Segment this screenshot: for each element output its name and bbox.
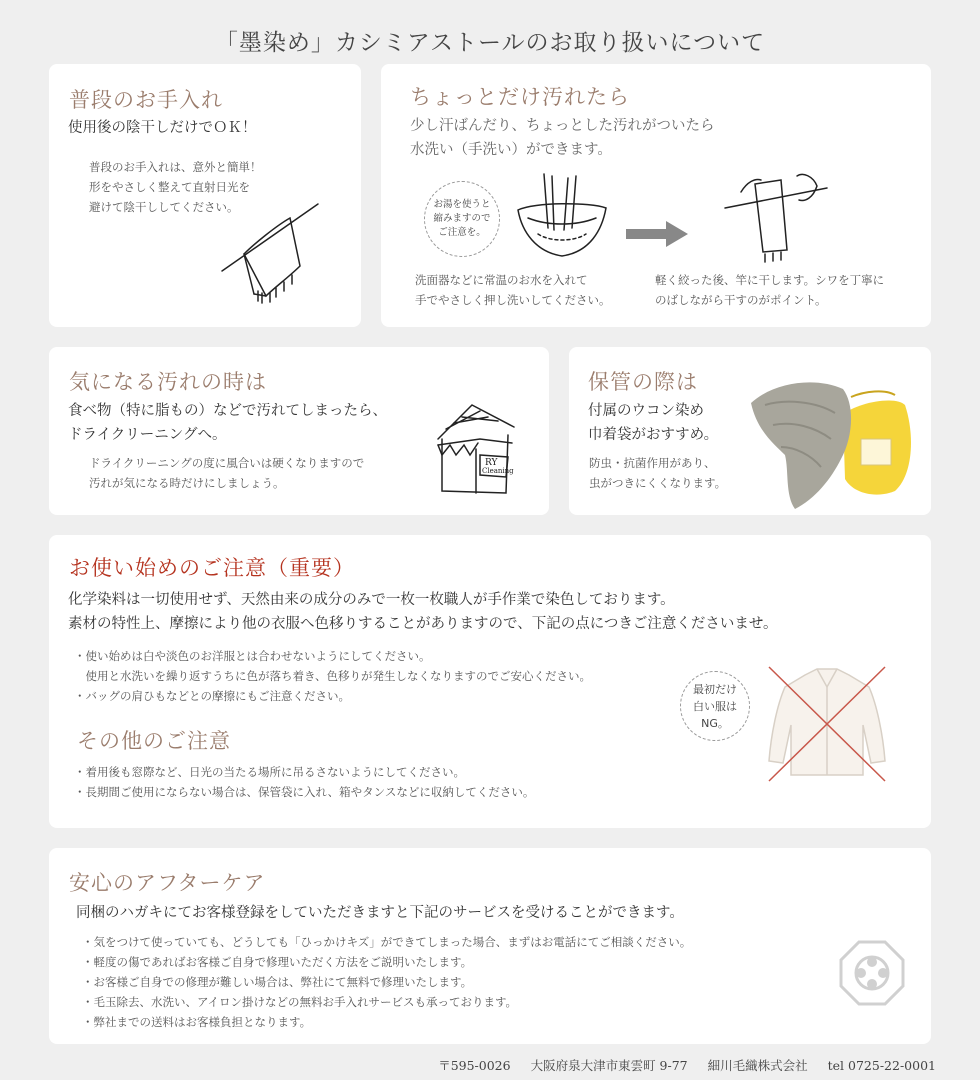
stole-and-pouch-icon <box>745 375 921 511</box>
storage-body: 防虫・抗菌作用があり、 虫がつきにくくなります。 <box>589 456 727 490</box>
heavy-stain-heading: 気になる汚れの時は <box>69 370 267 394</box>
daily-care-card <box>49 64 361 327</box>
daily-care-heading: 普段のお手入れ <box>69 88 223 112</box>
list-item: ・弊社までの送料はお客様負担となります。 <box>82 1015 312 1029</box>
address: 大阪府泉大津市東雲町 9-77 <box>530 1058 688 1073</box>
list-item: ・気をつけて使っていても、どうしても「ひっかけキズ」ができてしまった場合、まずはお電話にてご相談ください。 <box>82 935 692 949</box>
list-item: 使用と水洗いを繰り返すうちに色が落ち着き、色移りが発生しなくなりますのでご安心ください。 <box>74 669 592 683</box>
arrow-right-icon <box>626 220 688 248</box>
aftercare-heading: 安心のアフターケア <box>69 871 266 895</box>
phone-number: tel 0725-22-0001 <box>827 1058 936 1073</box>
daily-care-subheading: 使用後の陰干しだけでＯＫ！ <box>68 120 257 136</box>
shop-sign: RY <box>485 458 498 468</box>
aftercare-card <box>49 848 931 1044</box>
footer-address <box>422 1056 936 1074</box>
other-heading: その他のご注意 <box>77 729 231 753</box>
step1-text: 洗面器などに常温のお水を入れて 手でやさしく押し洗いしてください。 <box>415 273 611 307</box>
shop-sign-sub: Cleaning <box>482 467 514 475</box>
aftercare-bullets <box>82 932 691 1032</box>
first-use-card <box>49 535 931 828</box>
first-use-bullets <box>74 646 591 706</box>
hanging-towel-icon <box>721 162 831 264</box>
towel-on-rod-icon <box>214 196 324 306</box>
list-item: ・使い始めは白や淡色のお洋服とは合わせないようにしてください。 <box>74 649 431 663</box>
daily-care-body: 普段のお手入れは、意外と簡単！ 形をやさしく整えて直射日光を 避けて陰干ししてください。 <box>89 160 262 214</box>
heavy-stain-subheading: 食べ物（特に脂もの）などで汚れてしまったら、 ドライクリーニングへ。 <box>68 403 387 443</box>
first-use-subheading: 化学染料は一切使用せず、天然由来の成分のみで一枚一枚職人が手作業で染色しております。 素材の特性上、摩擦により他の衣服へ色移りすることがありますので、下記の点につきご注意くださいませ。 <box>68 592 778 632</box>
storage-heading: 保管の際は <box>588 370 698 394</box>
list-item: ・バッグの肩ひもなどとの摩擦にもご注意ください。 <box>74 689 350 703</box>
light-stain-card <box>381 64 931 327</box>
list-item: ・お客様ご自身での修理が難しい場合は、弊社にて無料で修理いたします。 <box>82 975 473 989</box>
light-stain-subheading: 少し汗ばんだり、ちょっとした汚れがついたら 水洗い（手洗い）ができます。 <box>410 118 715 158</box>
list-item: ・軽度の傷であればお客様ご自身で修理いただく方法をご説明いたします。 <box>82 955 473 969</box>
company-name: 細川毛織株式会社 <box>707 1058 808 1073</box>
storage-card <box>569 347 931 515</box>
storage-subheading: 付属のウコン染め 巾着袋がおすすめ。 <box>588 403 719 443</box>
white-shirt-crossed-icon <box>765 665 889 783</box>
step2-text: 軽く絞った後、竿に干します。シワを丁寧に のばしながら干すのがポイント。 <box>655 273 885 307</box>
other-bullets <box>74 762 534 802</box>
hot-water-warning-badge: お湯を使うと 縮みますので ご注意を。 <box>424 181 500 257</box>
light-stain-heading: ちょっとだけ汚れたら <box>410 85 630 109</box>
list-item: ・着用後も窓際など、日光の当たる場所に吊るさないようにしてください。 <box>74 765 465 779</box>
postal-code: 〒595-0026 <box>438 1058 511 1073</box>
family-crest-icon <box>839 940 905 1006</box>
washbasin-hands-icon <box>514 172 610 262</box>
heavy-stain-body: ドライクリーニングの度に風合いは硬くなりますので 汚れが気になる時だけにしましょう。 <box>89 456 365 490</box>
list-item: ・毛玉除去、水洗い、アイロン掛けなどの無料お手入れサービスも承っております。 <box>82 995 518 1009</box>
aftercare-subheading: 同梱のハガキにてお客様登録をしていただきますと下記のサービスを受けることができます。 <box>76 905 684 921</box>
page-title: 「墨染め」カシミアストールのお取り扱いについて <box>214 30 766 56</box>
cleaning-shop-icon <box>432 399 518 497</box>
heavy-stain-card <box>49 347 549 515</box>
first-use-heading: お使い始めのご注意（重要） <box>69 556 355 580</box>
white-clothes-warning-badge: 最初だけ 白い服は NG。 <box>680 671 750 741</box>
list-item: ・長期間ご使用にならない場合は、保管袋に入れ、箱やタンスなどに収納してください。 <box>74 785 535 799</box>
